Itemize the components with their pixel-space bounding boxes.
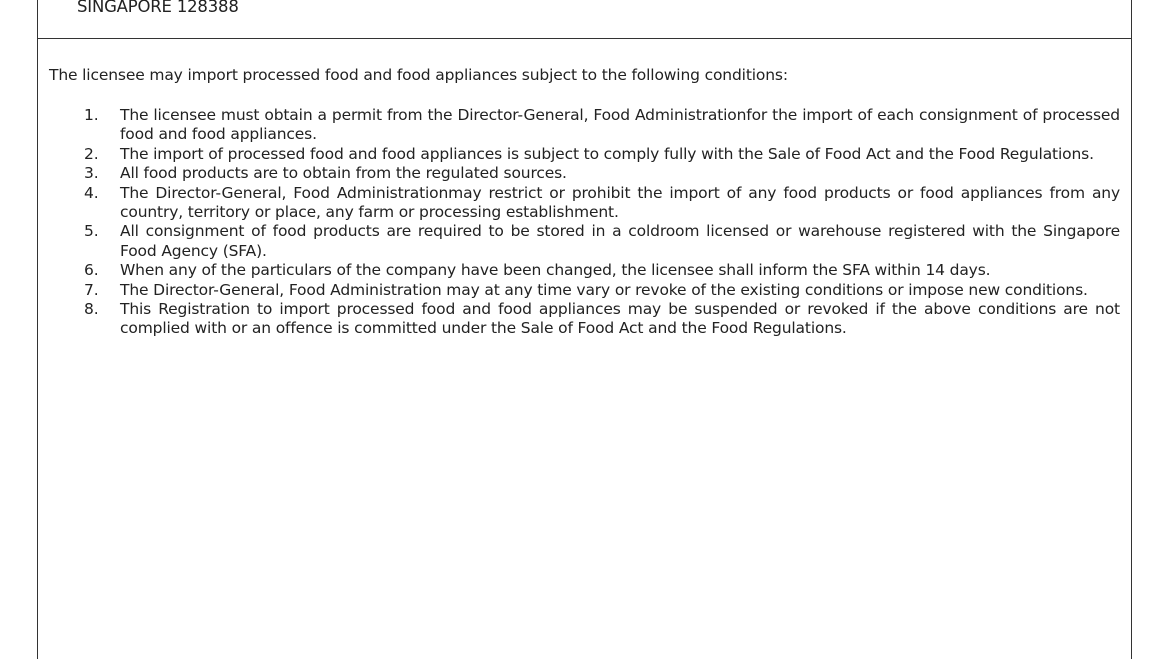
condition-number: 5. bbox=[84, 222, 99, 241]
condition-item bbox=[0, 222, 1170, 261]
condition-text: All consignment of food products are required to be stored in a coldroom licensed or warehouse registered with the Singapore Food Agency (SFA). bbox=[120, 222, 1120, 260]
condition-number: 1. bbox=[84, 106, 99, 124]
conditions-list bbox=[0, 106, 1170, 339]
condition-number: 6. bbox=[84, 261, 99, 280]
condition-text: The import of processed food and food appliances is subject to comply fully with the Sale of Food Act and the Food Regulations. bbox=[120, 144, 1094, 163]
condition-item bbox=[0, 261, 1170, 280]
condition-number: 3. bbox=[84, 164, 99, 183]
condition-text: The licensee must obtain a permit from the Director-General, Food Administrationfor the import of each consignment of processed food and food appliances. bbox=[120, 106, 1120, 144]
condition-item bbox=[0, 184, 1170, 223]
condition-number: 4. bbox=[84, 183, 99, 202]
address-line: SINGAPORE 128388 bbox=[77, 0, 239, 16]
condition-item bbox=[0, 300, 1170, 339]
section-divider bbox=[37, 38, 1132, 39]
condition-number: 8. bbox=[84, 300, 99, 319]
condition-text: When any of the particulars of the company have been changed, the licensee shall inform the SFA within 14 days. bbox=[120, 261, 991, 280]
condition-text: The Director-General, Food Administration may at any time vary or revoke of the existing conditions or impose new conditions. bbox=[120, 280, 1088, 299]
conditions-intro: The licensee may import processed food and food appliances subject to the following conditions: bbox=[49, 66, 788, 84]
condition-item bbox=[0, 281, 1170, 300]
condition-number: 7. bbox=[84, 280, 99, 299]
condition-text: The Director-General, Food Administrationmay restrict or prohibit the import of any food products or food appliances from any country, territory or place, any farm or processing establishment. bbox=[120, 183, 1120, 222]
condition-item bbox=[0, 106, 1170, 145]
condition-number: 2. bbox=[84, 144, 99, 163]
condition-item bbox=[0, 145, 1170, 164]
condition-item bbox=[0, 164, 1170, 183]
condition-text: This Registration to import processed food and food appliances may be suspended or revoked if the above conditions are not complied with or an offence is committed under the Sale of Food Act and the Food Regulations. bbox=[120, 300, 1120, 338]
condition-text: All food products are to obtain from the regulated sources. bbox=[120, 164, 567, 183]
